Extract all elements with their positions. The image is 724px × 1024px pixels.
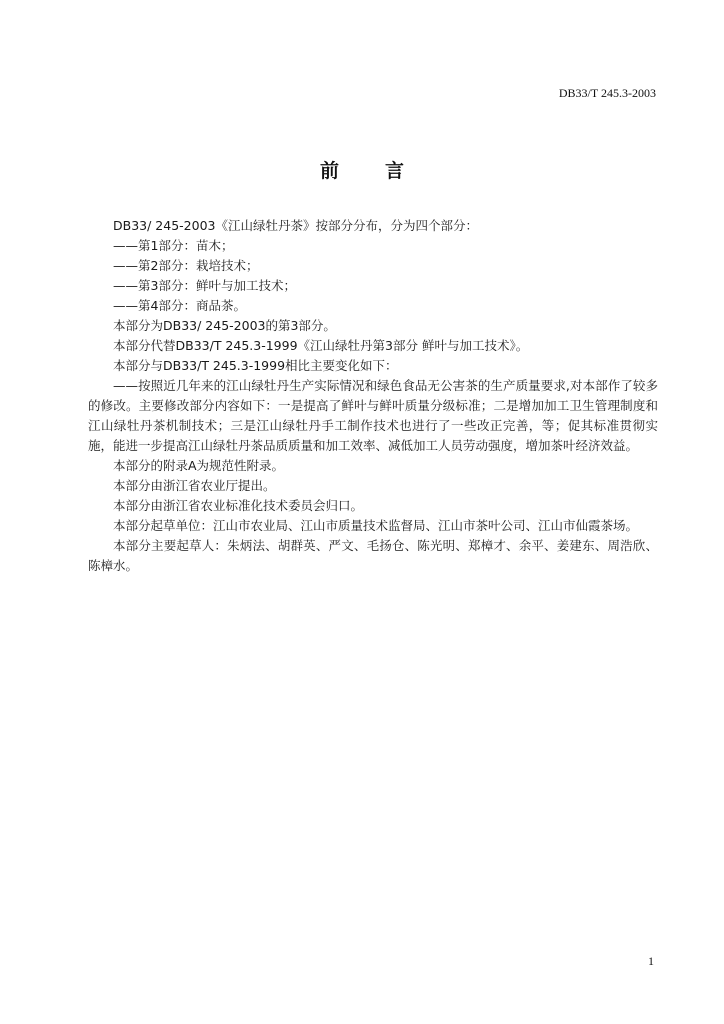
paragraph-scope: 本部分为DB33/ 245-2003的第3部分。 [113, 318, 336, 333]
foreword-body [88, 216, 658, 576]
document-code: DB33/T 245.3-2003 [558, 86, 656, 100]
paragraph-drafting-units: 本部分起草单位：江山市农业局、江山市质量技术监督局、江山市茶叶公司、江山市仙霞茶场。 [113, 518, 639, 533]
list-item-part4: ——第4部分：商品茶。 [113, 298, 246, 313]
paragraph-replaces: 本部分代替DB33/T 245.3-1999《江山绿牡丹第3部分 鲜叶与加工技术》。 [113, 338, 529, 353]
list-item-part3: ——第3部分：鲜叶与加工技术； [113, 278, 296, 293]
paragraph-changes-heading: 本部分与DB33/T 245.3-1999相比主要变化如下： [113, 358, 398, 373]
list-item-part1: ——第1部分：苗木； [113, 238, 234, 253]
paragraph-changes-detail: ——按照近几年来的江山绿牡丹生产实际情况和绿色食品无公害茶的生产质量要求,对本部作了较多的修改。主要修改部分内容如下：一是提高了鲜叶与鲜叶质量分级标准；二是增加加工卫生管理制度和江山绿牡丹茶机制技术；三是江山绿牡丹手工制作技术也进行了一些改正完善，等；促其标准贯彻实施，能进一步提高江山绿牡丹茶品质质量和加工效率、减低加工人员劳动强度，增加茶叶经济效益。 [88, 378, 658, 453]
paragraph-annex: 本部分的附录A为规范性附录。 [113, 458, 285, 473]
list-item-part2: ——第2部分：栽培技术； [113, 258, 259, 273]
paragraph-proposed-by: 本部分由浙江省农业厅提出。 [113, 478, 276, 493]
title-char-1: 前 [319, 160, 339, 182]
paragraph-drafters: 本部分主要起草人：朱炳法、胡群英、严文、毛扬仓、陈光明、郑樟才、余平、姜建东、周浩欣、陈樟水。 [88, 538, 658, 573]
title-char-2: 言 [385, 160, 405, 182]
page-title [0, 156, 724, 183]
paragraph-intro: DB33/ 245-2003《江山绿牡丹茶》按部分分布，分为四个部分： [113, 218, 478, 233]
page-number: 1 [648, 954, 654, 968]
paragraph-centralized-by: 本部分由浙江省农业标准化技术委员会归口。 [113, 498, 364, 513]
